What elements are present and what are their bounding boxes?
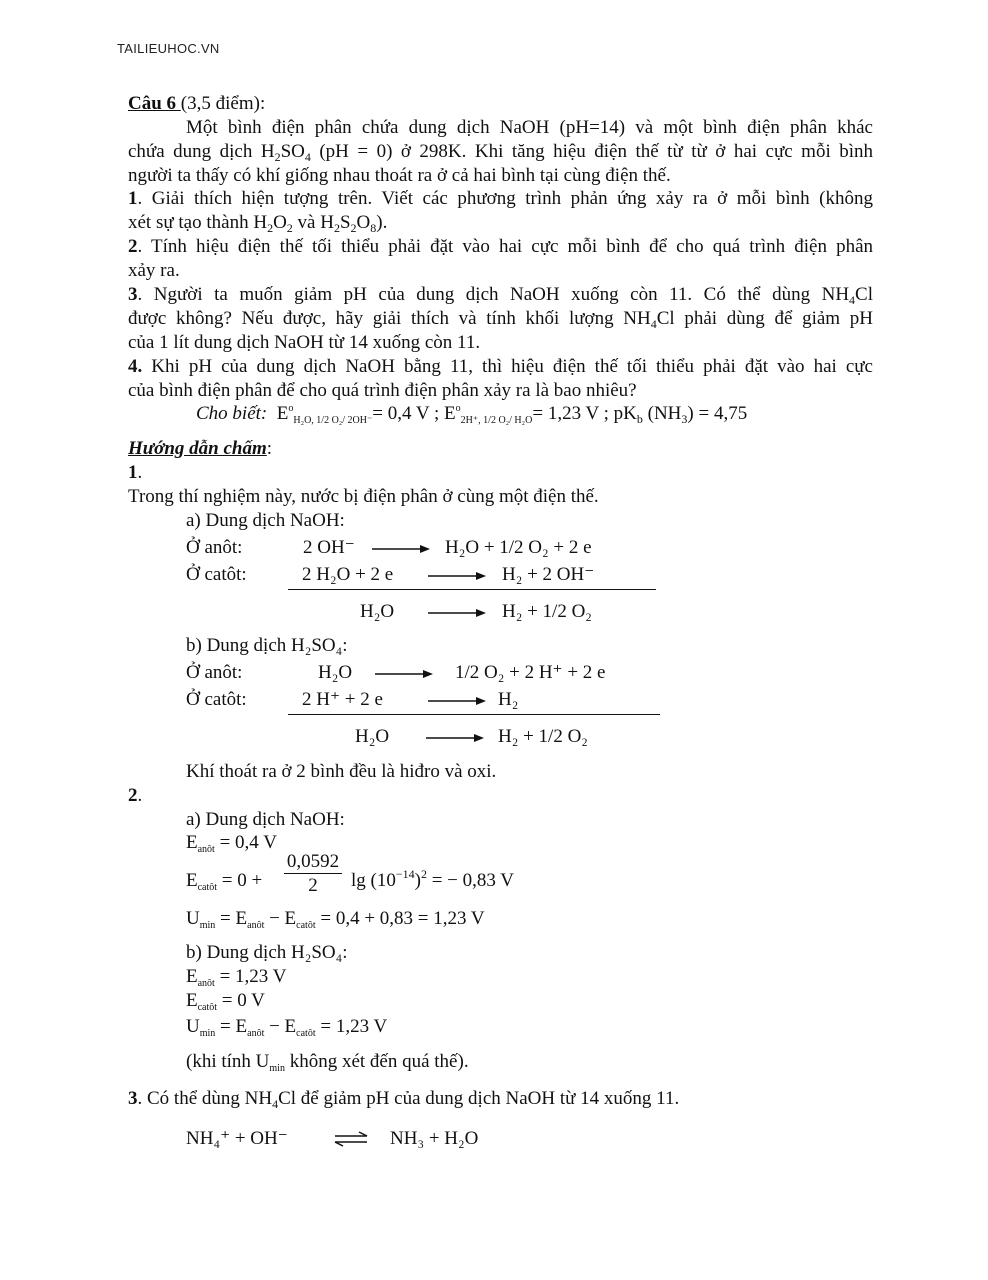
acid-label: b) Dung dịch H₂SO₄: [186, 635, 348, 656]
acid-cathode-rhs: H₂ [498, 689, 519, 710]
section-1-number: 1. [128, 462, 143, 483]
s2a-fraction [284, 851, 342, 898]
part-1-line-1: 1. Giải thích hiện tượng trên. Viết các phương trình phản ứng xảy ra ở mỗi bình (không [128, 188, 873, 209]
part-2-line-1: 2. Tính hiệu điện thế tối thiểu phải đặt vào hai cực mỗi bình để cho quá trình điện phân [128, 236, 873, 257]
s2a-umin: $U_{min} = E_{anôt} - E_{catôt} = 0,4 + 0,83 = 1,23$ V [186, 908, 485, 931]
section-1-intro: Trong thí nghiệm này, nước bị điện phân ở cùng một điện thế. [128, 486, 599, 507]
acid-cathode-lhs: 2 H⁺ + 2 e [302, 689, 383, 710]
part-3-line-3: của 1 lít dung dịch NaOH từ 14 xuống còn 11. [128, 332, 481, 353]
equilibrium-arrow-icon [333, 1129, 369, 1149]
section-3-line: 3. Có thể dùng $NH_4Cl$ để giảm pH của dung dịch NaOH từ 14 xuống 11. [128, 1088, 680, 1111]
acid-sum-rhs: H₂ + 1/2 O₂ [498, 726, 588, 747]
part-4-line-1: 4. Khi pH của dung dịch NaOH bằng 11, thì hiệu điện thế tối thiểu phải đặt vào hai cực [128, 356, 873, 377]
acid-anode-lhs: H₂O [318, 662, 353, 683]
given-data: Cho biết: $E^o_{H_2O, 1/2 O_2/ 2OH^-}= 0,4$ V ; $E^o_{2H^+, 1/2 O_2/ H_2O}= 1,23$ V ; $pK_b$ $(NH_3) = 4,75$ [196, 403, 748, 426]
s2b-e-anode: $E_{anôt} = 1,23$ V [186, 966, 287, 989]
naoh-label: a) Dung dịch NaOH: [186, 510, 345, 531]
intro-line-1: Một bình điện phân chứa dung dịch NaOH (pH=14) và một bình điện phân khác [186, 117, 873, 138]
naoh-anode-rhs: H₂O + 1/2 O₂ + 2 e [445, 537, 592, 558]
acid-sum-rule [288, 714, 660, 715]
naoh-sum-arrow [428, 607, 486, 619]
part-2-line-2: xảy ra. [128, 260, 180, 281]
naoh-cathode-lhs: 2 H₂O + 2 e [302, 564, 394, 585]
watermark: TAILIEUHOC.VN [117, 41, 220, 56]
naoh-sum-rule [288, 589, 656, 590]
s2b-umin: $U_{min} = E_{anôt} - E_{catôt} = 1,23$ V [186, 1016, 388, 1039]
acid-anode-arrow [375, 668, 433, 680]
acid-anode-rhs: 1/2 O₂ + 2 H⁺ + 2 e [455, 662, 606, 683]
s2a-e-cathode: $E_{catôt} = 0$ + [186, 870, 263, 893]
s2-note: (khi tính $U_{min}$ không xét đến quá thế). [186, 1051, 469, 1074]
acid-sum-arrow [426, 732, 484, 744]
s2a-label: a) Dung dịch NaOH: [186, 809, 345, 830]
section-2-number: 2. [128, 785, 143, 806]
part-3-line-2: được không? Nếu được, hãy giải thích và tính khối lượng $NH_4Cl$ phải dùng để giảm pH [128, 308, 873, 331]
acid-sum-lhs: H₂O [355, 726, 390, 747]
question-title: Câu 6 [128, 93, 181, 114]
s2b-label: b) Dung dịch H₂SO₄: [186, 942, 348, 963]
acid-anode-label: Ở anôt: [186, 662, 243, 683]
s3-eq-lhs: NH₄⁺ + OH⁻ [186, 1128, 288, 1149]
acid-cathode-label: Ở catôt: [186, 689, 247, 710]
naoh-cathode-rhs: H₂ + 2 OH⁻ [502, 564, 595, 585]
part-3-line-1: 3. Người ta muốn giảm pH của dung dịch NaOH xuống còn 11. Có thể dùng $NH_4Cl$ [128, 284, 873, 307]
gas-note: Khí thoát ra ở 2 bình đều là hiđro và oxi. [186, 761, 497, 782]
s2a-e-anode: $E_{anôt} = 0,4$ V [186, 832, 277, 855]
intro-line-3: người ta thấy có khí giống nhau thoát ra ở cả hai bình tại cùng điện thế. [128, 165, 671, 186]
naoh-anode-arrow [372, 543, 430, 555]
answer-header: Hướng dẫn chấm: [128, 438, 273, 459]
question-header [128, 92, 265, 116]
s2a-frac-denominator: 2 [284, 873, 342, 898]
part-1-line-2: xét sự tạo thành $H_2O_2$ và $H_2S_2O_8$). [128, 212, 388, 235]
naoh-sum-lhs: H₂O [360, 601, 395, 622]
naoh-cathode-label: Ở catôt: [186, 564, 247, 585]
s2a-e-cathode-rest: $\lg (10^{-14})^2$ = − 0,83 V [351, 867, 515, 891]
part-4-line-2: của bình điện phân để cho quá trình điện phân xảy ra là bao nhiêu? [128, 380, 637, 401]
s3-eq-rhs: NH₃ + H₂O [390, 1128, 479, 1149]
naoh-sum-rhs: H₂ + 1/2 O₂ [502, 601, 592, 622]
acid-cathode-arrow [428, 695, 486, 707]
naoh-anode-label: Ở anôt: [186, 537, 243, 558]
question-points: (3,5 điểm): [180, 93, 266, 114]
s2b-e-cathode: $E_{catôt} = 0$ V [186, 990, 265, 1013]
naoh-anode-lhs: 2 OH⁻ [303, 537, 355, 558]
s2a-frac-numerator: 0,0592 [286, 851, 340, 872]
naoh-cathode-arrow [428, 570, 486, 582]
intro-line-2: chứa dung dịch $H_2SO_4$ (pH = 0) ở 298K. Khi tăng hiệu điện thế từ từ ở hai cực mỗi bình [128, 141, 873, 164]
